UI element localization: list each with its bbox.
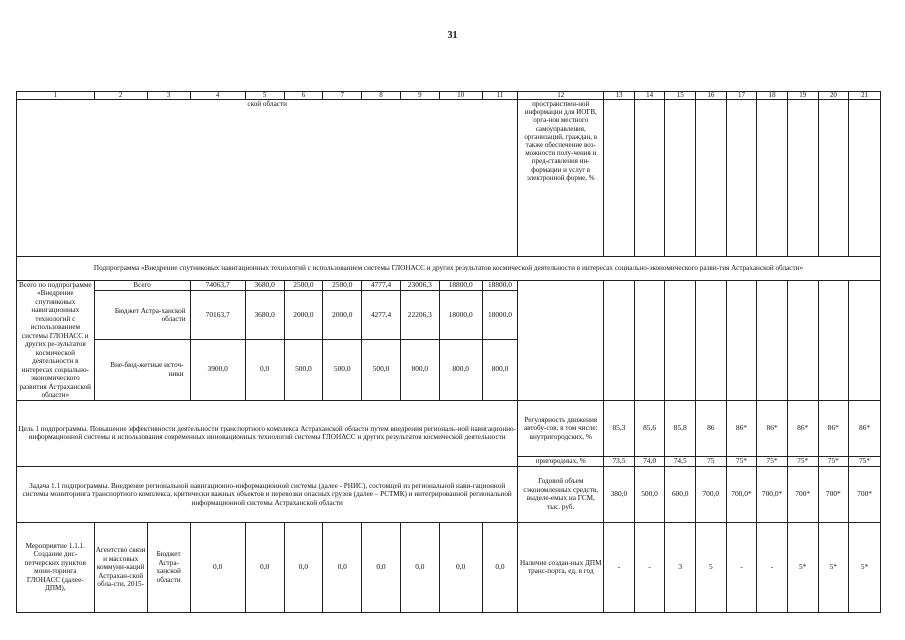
col-header: 10 (439, 92, 482, 100)
value-cell: 23006,3 (400, 281, 439, 291)
indicator-value: 700* (818, 466, 849, 522)
indicator-value: 700,0* (757, 466, 788, 522)
indicator-value: 500,0 (634, 466, 665, 522)
indicator-value: 3 (665, 522, 696, 612)
col-header: 19 (787, 92, 818, 100)
col-header: 5 (245, 92, 284, 100)
indicator-value: 86* (787, 400, 818, 456)
col-header: 13 (604, 92, 635, 100)
indicator-value: 86* (757, 400, 788, 456)
value-cell: 0,0 (439, 522, 482, 612)
indicator-value: 5* (818, 522, 849, 612)
col-header: 15 (665, 92, 696, 100)
task-text: Задача 1.1 подпрограммы. Внедрение региональной навигационно-информационной системы (далее - РНИС), состоящей из региональной нави-гационной системы мониторинга транспортного комплекса, критически важных объектов и перевозки опасных грузов (далее – РСТМК) и интегрированной региональной информационной системы Астраханской области (17, 466, 518, 522)
indicator-value: 75* (726, 456, 757, 466)
indicator-value: - (634, 522, 665, 612)
col-header: 6 (284, 92, 323, 100)
value-cell: 0,0 (190, 522, 245, 612)
indicator-value: 5* (849, 522, 881, 612)
source-label: Всего (94, 281, 190, 291)
goal-indicator: Регулярность движения автобу-сов, в том числе: внутригородских, % (518, 400, 604, 456)
indicator-value: 75* (757, 456, 788, 466)
value-cell: 0,0 (362, 522, 401, 612)
value-cell: 0,0 (323, 522, 362, 612)
value-cell: 22206,3 (400, 291, 439, 340)
indicator-value: 380,0 (604, 466, 635, 522)
region-fragment: ской области (17, 100, 518, 257)
col-header: 4 (190, 92, 245, 100)
col-header: 11 (482, 92, 518, 100)
goal-text: Цель 1 подпрограммы. Повышение эффективности деятельности транспортного комплекса Астраханской области путем внедрения региональ-ной навигационно-информационной системы и использования современных инновационных технологий системы ГЛОНАСС и других результатов космической деятельности (17, 400, 518, 466)
goal-sub-indicator: пригородных, % (518, 456, 604, 466)
measure-source: Бюджет Астра-ханской области (147, 522, 190, 612)
value-cell: 0,0 (245, 339, 284, 400)
value-cell: 3680,0 (245, 281, 284, 291)
value-cell: 800,0 (439, 339, 482, 400)
value-cell: 70163,7 (190, 291, 245, 340)
value-cell: 3680,0 (245, 291, 284, 340)
value-cell: 2500,0 (284, 281, 323, 291)
measure-row (17, 522, 881, 612)
indicator-value: - (726, 522, 757, 612)
indicator-value: 73,5 (604, 456, 635, 466)
page-number: 31 (447, 30, 458, 41)
indicator-value: 74,0 (634, 456, 665, 466)
indicator-text: пространствен-ной информации для ИОГВ, орга-нов местного самоуправления, организаций, граждан, в также обеспечение воз-можности полу-чения и пред-ставления ин-формации и услуг в электронной форме, % (518, 100, 604, 257)
indicator-value: 86 (696, 400, 727, 456)
column-number-row (17, 92, 881, 100)
source-label: Вне-бюд-жетные источ-ники (94, 339, 190, 400)
subprogram-title: Подпрограмма «Внедрение спутниковых навигационных технологий с использованием системы ГЛОНАСС и других результатов космической деятельности в интересах социально-экономического разви-тия Астраханской области» (17, 257, 881, 281)
goal-row (17, 400, 881, 456)
col-header: 3 (147, 92, 190, 100)
indicator-value: 86* (818, 400, 849, 456)
continuation-row (17, 100, 881, 257)
value-cell: 0,0 (245, 522, 284, 612)
value-cell: 2000,0 (323, 291, 362, 340)
col-header: 21 (849, 92, 881, 100)
measure-name: Мероприятие 1.1.1. Создание дис-петчерских пунктов мони-торинга ГЛОНАСС (далее-ДПМ), (17, 522, 95, 612)
indicator-value: 700* (849, 466, 881, 522)
value-cell: 18800,0 (439, 281, 482, 291)
indicator-value: 700* (787, 466, 818, 522)
indicator-value: 700,0 (696, 466, 727, 522)
value-cell: 0,0 (400, 522, 439, 612)
value-cell: 500,0 (284, 339, 323, 400)
indicator-value: 85,6 (634, 400, 665, 456)
indicator-value: 75* (849, 456, 881, 466)
value-cell: 18800,0 (482, 281, 518, 291)
measure-indicator: Наличие создан-ных ДПМ транс-порта, ед. в год (518, 522, 604, 612)
total-row-all (17, 281, 881, 291)
indicator-value: 75 (696, 456, 727, 466)
col-header: 20 (818, 92, 849, 100)
value-cell: 0,0 (482, 522, 518, 612)
col-header: 12 (518, 92, 604, 100)
col-header: 2 (94, 92, 147, 100)
col-header: 9 (400, 92, 439, 100)
value-cell: 18000,0 (439, 291, 482, 340)
indicator-value: 85,8 (665, 400, 696, 456)
measure-executor: Агентство связи и массовых коммуни-каций Астрахан-ской обла-сти, 2015- (94, 522, 147, 612)
col-header: 16 (696, 92, 727, 100)
col-header: 18 (757, 92, 788, 100)
col-header: 7 (323, 92, 362, 100)
value-cell: 500,0 (323, 339, 362, 400)
col-header: 1 (17, 92, 95, 100)
col-header: 17 (726, 92, 757, 100)
col-header: 14 (634, 92, 665, 100)
value-cell: 500,0 (362, 339, 401, 400)
value-cell: 800,0 (482, 339, 518, 400)
indicator-value: - (604, 522, 635, 612)
total-label: Всего по подпрограмме «Внедрение спутниковых навигационных технологий с использованием системы ГЛОНАСС и других ре-зультатов космической деятельности в интересах социально-экономического развития Астраханской области» (17, 281, 95, 401)
value-cell: 4277,4 (362, 291, 401, 340)
indicator-value: 75* (787, 456, 818, 466)
value-cell: 74063,7 (190, 281, 245, 291)
value-cell: 2500,0 (323, 281, 362, 291)
task-indicator: Годовой объем сэкономленных средств, выделе-емых на ГСМ, тыс. руб. (518, 466, 604, 522)
value-cell: 800,0 (400, 339, 439, 400)
indicator-value: 5 (696, 522, 727, 612)
indicator-value: 5* (787, 522, 818, 612)
value-cell: 3900,0 (190, 339, 245, 400)
subprogram-row (17, 257, 881, 281)
indicator-value: 600,0 (665, 466, 696, 522)
program-table (16, 91, 881, 613)
value-cell: 0,0 (284, 522, 323, 612)
indicator-value: - (757, 522, 788, 612)
value-cell: 2000,0 (284, 291, 323, 340)
indicator-value: 75* (818, 456, 849, 466)
indicator-value: 74,5 (665, 456, 696, 466)
indicator-value: 86* (849, 400, 881, 456)
indicator-value: 86* (726, 400, 757, 456)
task-row (17, 466, 881, 522)
col-header: 8 (362, 92, 401, 100)
indicator-value: 700,0* (726, 466, 757, 522)
source-label: Бюджет Астра-ханской области (94, 291, 190, 340)
value-cell: 4777,4 (362, 281, 401, 291)
value-cell: 18000,0 (482, 291, 518, 340)
indicator-value: 85,3 (604, 400, 635, 456)
